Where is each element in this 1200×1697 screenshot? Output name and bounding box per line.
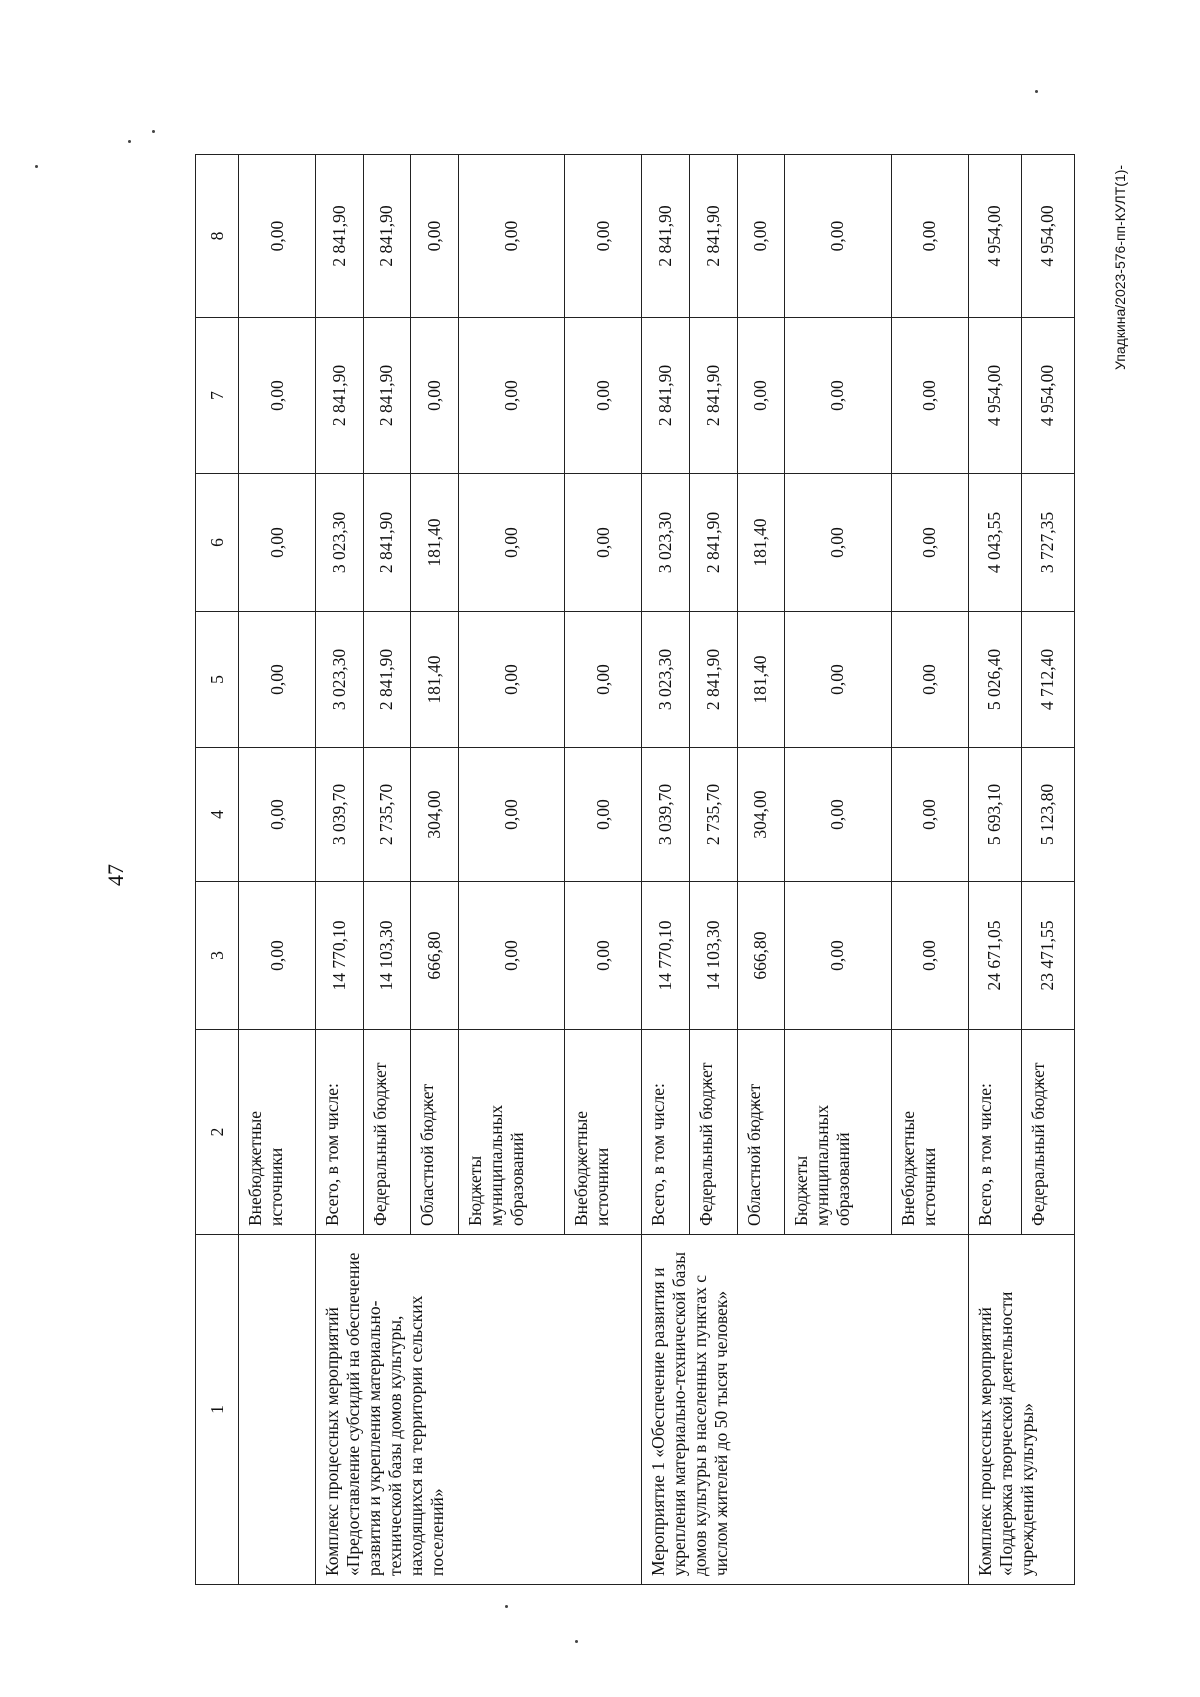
value-cell: 0,00 (785, 155, 891, 318)
value-cell: 4 712,40 (1021, 612, 1074, 748)
scan-speck (1035, 90, 1038, 93)
value-cell: 2 735,70 (363, 748, 411, 882)
header-cell: 7 (196, 318, 239, 474)
value-cell: 3 727,35 (1021, 474, 1074, 612)
value-cell: 0,00 (785, 882, 891, 1030)
value-cell: 3 039,70 (316, 748, 364, 882)
value-cell: 3 023,30 (642, 474, 690, 612)
value-cell: 14 770,10 (642, 882, 690, 1030)
value-cell: 0,00 (785, 612, 891, 748)
funding-source-cell: Бюджеты муниципальных образований (458, 1030, 564, 1235)
funding-source-cell: Областной бюджет (411, 1030, 459, 1235)
value-cell: 4 954,00 (968, 155, 1021, 318)
header-cell: 8 (196, 155, 239, 318)
budget-table-container (195, 155, 1075, 1585)
value-cell: 0,00 (891, 748, 968, 882)
program-name-cell (239, 1235, 316, 1585)
value-cell: 0,00 (239, 474, 316, 612)
value-cell: 4 043,55 (968, 474, 1021, 612)
value-cell: 3 039,70 (642, 748, 690, 882)
value-cell: 3 023,30 (642, 612, 690, 748)
header-cell: 3 (196, 882, 239, 1030)
value-cell: 0,00 (785, 318, 891, 474)
table-row (642, 155, 690, 1585)
value-cell: 0,00 (458, 318, 564, 474)
value-cell: 0,00 (565, 155, 642, 318)
value-cell: 14 103,30 (689, 882, 737, 1030)
value-cell: 304,00 (737, 748, 785, 882)
value-cell: 5 693,10 (968, 748, 1021, 882)
scan-speck (575, 1640, 578, 1643)
funding-source-cell: Федеральный бюджет (1021, 1030, 1074, 1235)
scan-speck (35, 165, 38, 168)
value-cell: 0,00 (891, 612, 968, 748)
value-cell: 666,80 (737, 882, 785, 1030)
value-cell: 304,00 (411, 748, 459, 882)
value-cell: 0,00 (785, 474, 891, 612)
program-name-cell: Мероприятие 1 «Обеспечение развития и укрепления материально-технической базы домов культуры в населенных пунктах с числом жителей до 50 тысяч человек» (642, 1235, 968, 1585)
value-cell: 0,00 (458, 612, 564, 748)
value-cell: 2 841,90 (363, 318, 411, 474)
value-cell: 3 023,30 (316, 474, 364, 612)
funding-source-cell: Внебюджетные источники (239, 1030, 316, 1235)
value-cell: 0,00 (239, 882, 316, 1030)
value-cell: 0,00 (565, 474, 642, 612)
value-cell: 2 841,90 (642, 318, 690, 474)
value-cell: 0,00 (891, 474, 968, 612)
table-row (239, 155, 316, 1585)
table-row (316, 155, 364, 1585)
value-cell: 2 841,90 (689, 474, 737, 612)
value-cell: 0,00 (737, 155, 785, 318)
value-cell: 0,00 (565, 318, 642, 474)
value-cell: 0,00 (565, 748, 642, 882)
value-cell: 0,00 (458, 882, 564, 1030)
value-cell: 2 841,90 (689, 318, 737, 474)
value-cell: 0,00 (239, 318, 316, 474)
value-cell: 4 954,00 (1021, 155, 1074, 318)
value-cell: 14 770,10 (316, 882, 364, 1030)
value-cell: 0,00 (411, 318, 459, 474)
document-code: Упадкина/2023-576-пп-КУЛТ(1)- (1112, 164, 1128, 370)
funding-source-cell: Бюджеты муниципальных образований (785, 1030, 891, 1235)
value-cell: 666,80 (411, 882, 459, 1030)
program-name-cell: Комплекс процессных мероприятий «Предоставление субсидий на обеспечение развития и укрепления материально-технической базы домов культуры, находящихся на территории сельских поселений» (316, 1235, 642, 1585)
value-cell: 0,00 (458, 155, 564, 318)
page-number: 47 (103, 864, 128, 886)
value-cell: 2 841,90 (316, 155, 364, 318)
value-cell: 2 841,90 (363, 612, 411, 748)
value-cell: 0,00 (458, 474, 564, 612)
value-cell: 5 123,80 (1021, 748, 1074, 882)
scan-speck (128, 140, 131, 143)
value-cell: 0,00 (239, 155, 316, 318)
value-cell: 24 671,05 (968, 882, 1021, 1030)
funding-source-cell: Внебюджетные источники (891, 1030, 968, 1235)
value-cell: 0,00 (565, 612, 642, 748)
value-cell: 181,40 (411, 612, 459, 748)
value-cell: 5 026,40 (968, 612, 1021, 748)
funding-source-cell: Внебюджетные источники (565, 1030, 642, 1235)
value-cell: 4 954,00 (968, 318, 1021, 474)
value-cell: 23 471,55 (1021, 882, 1074, 1030)
value-cell: 2 841,90 (689, 155, 737, 318)
value-cell: 181,40 (737, 474, 785, 612)
value-cell: 0,00 (891, 882, 968, 1030)
table-row (968, 155, 1021, 1585)
header-row (196, 155, 239, 1585)
funding-source-cell: Всего, в том числе: (968, 1030, 1021, 1235)
value-cell: 0,00 (891, 318, 968, 474)
value-cell: 2 841,90 (316, 318, 364, 474)
program-name-cell: Комплекс процессных мероприятий «Поддержка творческой деятельности учреждений культуры» (968, 1235, 1074, 1585)
funding-source-cell: Областной бюджет (737, 1030, 785, 1235)
funding-source-cell: Всего, в том числе: (642, 1030, 690, 1235)
value-cell: 3 023,30 (316, 612, 364, 748)
funding-source-cell: Федеральный бюджет (689, 1030, 737, 1235)
header-cell: 2 (196, 1030, 239, 1235)
value-cell: 2 841,90 (363, 155, 411, 318)
value-cell: 14 103,30 (363, 882, 411, 1030)
value-cell: 0,00 (891, 155, 968, 318)
value-cell: 0,00 (411, 155, 459, 318)
header-cell: 5 (196, 612, 239, 748)
value-cell: 0,00 (239, 748, 316, 882)
scan-speck (505, 1605, 508, 1608)
value-cell: 2 735,70 (689, 748, 737, 882)
value-cell: 0,00 (565, 882, 642, 1030)
budget-table (195, 154, 1075, 1585)
value-cell: 181,40 (411, 474, 459, 612)
funding-source-cell: Всего, в том числе: (316, 1030, 364, 1235)
value-cell: 0,00 (737, 318, 785, 474)
value-cell: 181,40 (737, 612, 785, 748)
funding-source-cell: Федеральный бюджет (363, 1030, 411, 1235)
value-cell: 4 954,00 (1021, 318, 1074, 474)
scan-speck (152, 130, 155, 133)
value-cell: 2 841,90 (363, 474, 411, 612)
header-cell: 6 (196, 474, 239, 612)
value-cell: 0,00 (239, 612, 316, 748)
header-cell: 4 (196, 748, 239, 882)
value-cell: 2 841,90 (642, 155, 690, 318)
value-cell: 0,00 (785, 748, 891, 882)
value-cell: 0,00 (458, 748, 564, 882)
header-cell: 1 (196, 1235, 239, 1585)
value-cell: 2 841,90 (689, 612, 737, 748)
